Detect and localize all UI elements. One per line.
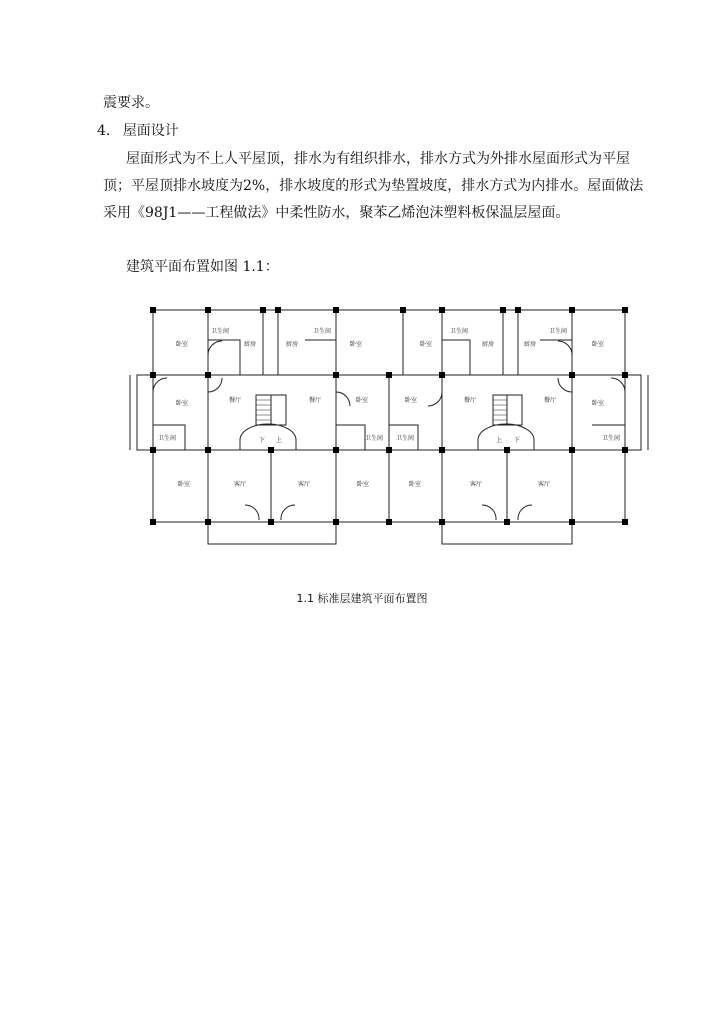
room-label: 卫生间 [450,328,469,335]
section-number: 4. [97,123,111,139]
room-label: 卫生间 [211,328,230,335]
room-label: 卧室 [592,400,605,407]
paragraph-line-3: 采用《98J1——工程做法》中柔性防水，聚苯乙烯泡沫塑料板保温层屋面。 [103,205,570,221]
room-label: 卧室 [357,481,370,488]
room-label: 厨房 [244,341,257,348]
room-label: 卧室 [350,341,363,348]
room-label: 卫生间 [158,435,177,442]
room-label: 餐厅 [464,397,477,404]
paragraph-line-2: 顶；平屋顶排水坡度为2%，排水坡度的形式为垫置坡度，排水方式为内排水。屋面做法 [103,178,644,194]
figure-intro: 建筑平面布置如图 1.1： [126,259,279,275]
stair-label: 上 [276,437,283,444]
room-label: 卫生间 [602,435,621,442]
room-label: 客厅 [234,481,247,488]
room-label: 卫生间 [365,435,384,442]
stair-label: 下 [259,437,266,444]
room-label: 客厅 [470,481,483,488]
figure-caption: 1.1 标准层建筑平面布置图 [296,592,428,605]
paragraph-line-1: 屋面形式为不上人平屋顶，排水为有组织排水，排水方式为外排水屋面形式为平屋 [126,151,630,167]
room-label: 卫生间 [396,435,415,442]
room-label: 卫生间 [549,328,568,335]
stair-label: 上 [496,437,503,444]
stair-label: 下 [514,437,521,444]
room-label: 厨房 [482,341,495,348]
room-label: 卫生间 [313,328,332,335]
room-label: 厨房 [286,341,299,348]
room-label: 卧室 [178,481,191,488]
room-label: 客厅 [538,481,551,488]
room-label: 餐厅 [229,397,242,404]
room-label: 厨房 [524,341,537,348]
room-label: 卧室 [176,341,189,348]
section-title: 屋面设计 [122,123,179,139]
room-label: 客厅 [298,481,311,488]
room-label: 卧室 [420,341,433,348]
room-label: 卧室 [405,397,418,404]
room-label: 卧室 [176,400,189,407]
room-label: 餐厅 [544,397,557,404]
room-label: 卧室 [409,481,422,488]
room-label: 餐厅 [309,397,322,404]
room-label: 卧室 [356,397,369,404]
room-label: 卧室 [592,341,605,348]
text-line-1: 震要求。 [103,95,159,111]
